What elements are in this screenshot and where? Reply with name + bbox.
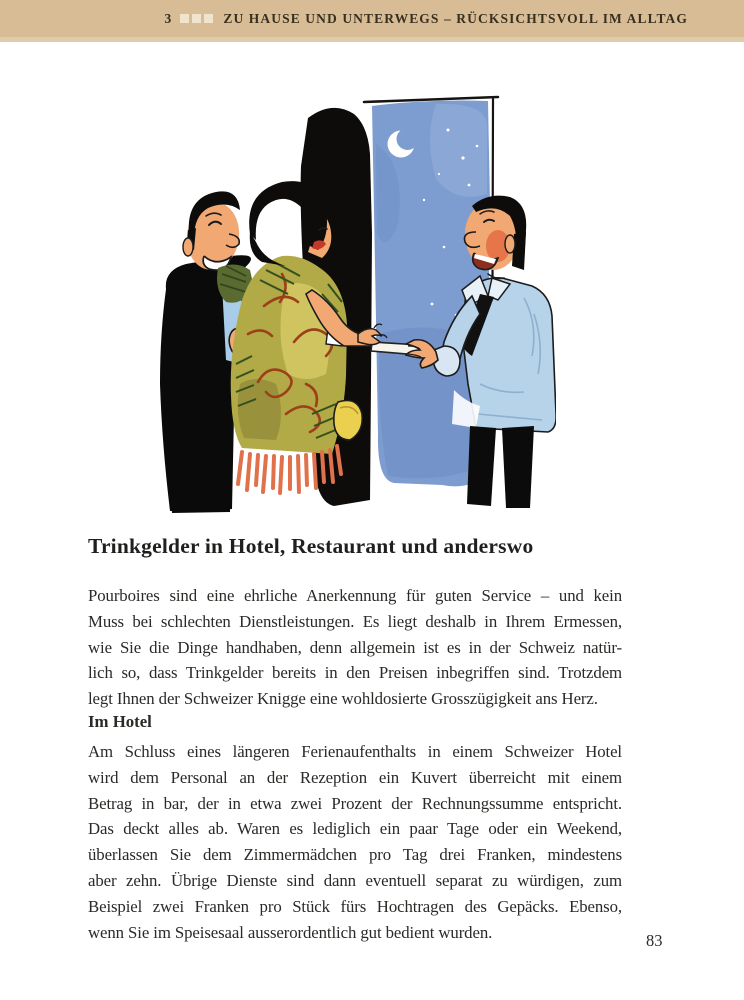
paragraph-im-hotel <box>88 739 622 945</box>
paragraph-intro <box>88 583 622 712</box>
text-line: wird dem Personal an der Rezeption ein Kuvert überreicht mit einem <box>88 767 622 787</box>
woman-head <box>249 181 331 266</box>
chapter-marker-squares-icon <box>180 14 213 23</box>
text-line: lich so, dass Trinkgelder bereits in den Preisen inbegriffen sind. Trotzdem <box>88 663 622 683</box>
text-line: Das deckt alles ab. Waren es lediglich ein paar Tage oder ein Weekend, <box>88 819 622 839</box>
text-line: Am Schluss eines längeren Ferienaufenthalts in einem Schweizer Hotel <box>88 742 622 761</box>
page-number: 83 <box>646 931 663 950</box>
purse <box>334 401 362 441</box>
text-line: aber zehn. Übrige Dienste sind dann eventuell separat zu würdigen, zum <box>88 870 622 890</box>
text-line: Muss bei schlechten Dienstleistungen. Es liegt deshalb in Ihrem Ermessen, <box>88 611 622 631</box>
chapter-header <box>0 0 744 42</box>
text-line: wie Sie die Dinge handhaben, denn allgemein ist es in der Schweiz natür- <box>88 637 622 657</box>
tipping-illustration <box>136 84 556 514</box>
text-line: Pourboires sind eine ehrliche Anerkennung für guten Service – und kein <box>88 586 622 605</box>
text-line: überlassen Sie dem Zimmermädchen pro Tag drei Franken, mindestens <box>88 845 622 865</box>
text-line: wenn Sie im Speisesaal ausserordentlich gut bedient wurden. <box>88 922 493 942</box>
text-line: Beispiel zwei Franken pro Stück fürs Hochtragen des Gepäcks. Ebenso, <box>88 896 622 916</box>
text-line: Betrag in bar, der in etwa zwei Prozent der Rechnungssumme entspricht. <box>88 793 622 813</box>
chapter-title: ZU HAUSE UND UNTERWEGS – RÜCKSICHTSVOLL IM ALLTAG <box>223 10 688 26</box>
page-title: Trinkgelder in Hotel, Restaurant und anderswo <box>88 534 534 558</box>
text-line: legt Ihnen der Schweizer Knigge eine wohldosierte Grosszügigkeit ans Herz. <box>88 689 598 709</box>
chapter-number: 3 <box>164 10 173 26</box>
subheading-im-hotel: Im Hotel <box>88 712 152 731</box>
